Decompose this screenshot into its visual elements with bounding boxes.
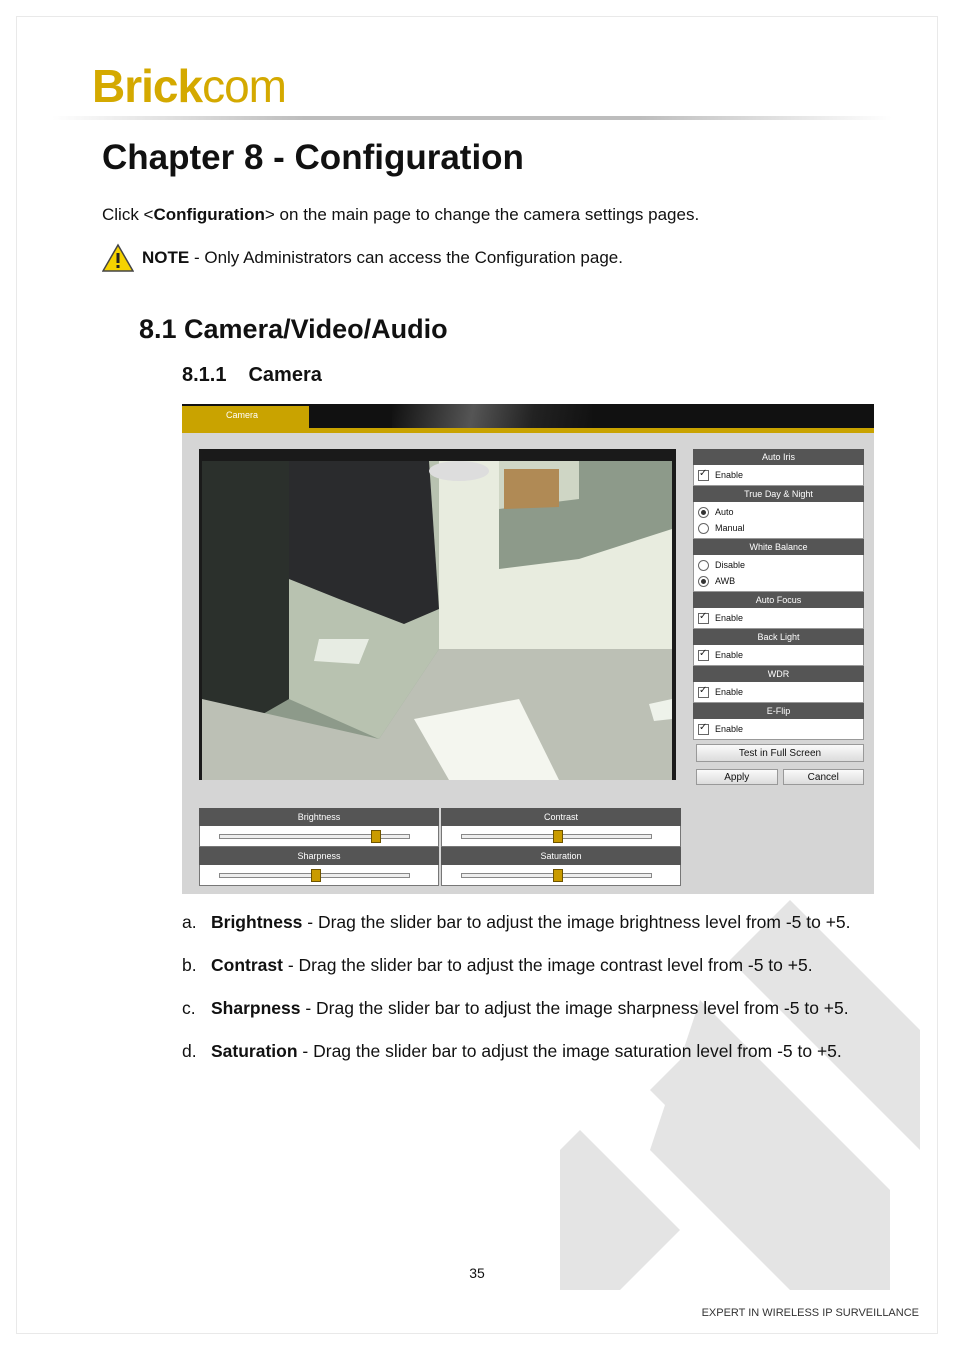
brightness-slider-thumb[interactable] [371,830,381,843]
back-light-header: Back Light [693,629,864,645]
camera-config-screenshot [182,404,874,894]
auto-focus-enable[interactable]: ✓ Enable [698,610,859,626]
sharpness-label: Sharpness [199,847,439,865]
auto-focus-header: Auto Focus [693,592,864,608]
header-divider [52,116,892,120]
wdr-enable[interactable]: ✓ Enable [698,684,859,700]
eflip-enable[interactable]: ✓ Enable [698,721,859,737]
section-title: 8.1 Camera/Video/Audio [139,314,448,344]
auto-iris-header: Auto Iris [693,449,864,465]
white-balance-disable[interactable]: Disable [698,557,859,573]
radio-icon[interactable] [698,523,709,534]
auto-iris-enable[interactable]: ✓ Enable [698,467,859,483]
slider-descriptions [182,908,852,1080]
radio-icon[interactable] [698,507,709,518]
contrast-slider-thumb[interactable] [553,830,563,843]
radio-icon[interactable] [698,560,709,571]
checkbox-icon[interactable] [698,687,709,698]
back-light-enable[interactable]: ✓ Enable [698,647,859,663]
chapter-title: Chapter 8 - Configuration [102,138,524,177]
footer-tagline: EXPERT IN WIRELESS IP SURVEILLANCE [701,1307,919,1319]
wdr-header: WDR [693,666,864,682]
true-day-night-manual[interactable]: Manual [698,520,859,536]
settings-panel [693,449,864,785]
note: NOTE - Only Administrators can access the Configuration page. [102,243,623,273]
intro-text: Click <Configuration> on the main page to change the camera settings pages. [102,205,700,224]
saturation-label: Saturation [441,847,681,865]
subsection-title: 8.1.1 Camera [182,364,322,386]
white-balance-header: White Balance [693,539,864,555]
eflip-header: E-Flip [693,703,864,719]
tab-camera[interactable]: Camera [182,406,309,428]
checkbox-icon[interactable] [698,724,709,735]
list-item: d. Saturation - Drag the slider bar to adjust the image saturation level from -5 to +5. [182,1041,842,1061]
brightness-label: Brightness [199,808,439,826]
list-item: a. Brightness - Drag the slider bar to adjust the image brightness level from -5 to +5. [182,912,851,932]
sharpness-slider[interactable] [219,873,410,878]
list-item: b. Contrast - Drag the slider bar to adjust the image contrast level from -5 to +5. [182,955,813,975]
contrast-slider[interactable] [461,834,652,839]
white-balance-awb[interactable]: AWB [698,573,859,589]
camera-preview [199,449,676,780]
page-number: 35 [469,1265,485,1281]
image-sliders [199,808,681,886]
brightness-slider[interactable] [219,834,410,839]
true-day-night-header: True Day & Night [693,486,864,502]
checkbox-icon[interactable] [698,613,709,624]
contrast-label: Contrast [441,808,681,826]
saturation-slider-thumb[interactable] [553,869,563,882]
cancel-button[interactable]: Cancel [783,769,865,785]
saturation-slider[interactable] [461,873,652,878]
warning-icon [102,243,134,273]
brickcom-logo: Brickcom [92,60,286,112]
sharpness-slider-thumb[interactable] [311,869,321,882]
radio-icon[interactable] [698,576,709,587]
checkbox-icon[interactable] [698,470,709,481]
camera-preview-image [199,449,676,780]
test-full-screen-button[interactable]: Test in Full Screen [696,744,864,762]
checkbox-icon[interactable] [698,650,709,661]
apply-button[interactable]: Apply [696,769,778,785]
true-day-night-auto[interactable]: Auto [698,504,859,520]
list-item: c. Sharpness - Drag the slider bar to adjust the image sharpness level from -5 to +5. [182,998,849,1018]
